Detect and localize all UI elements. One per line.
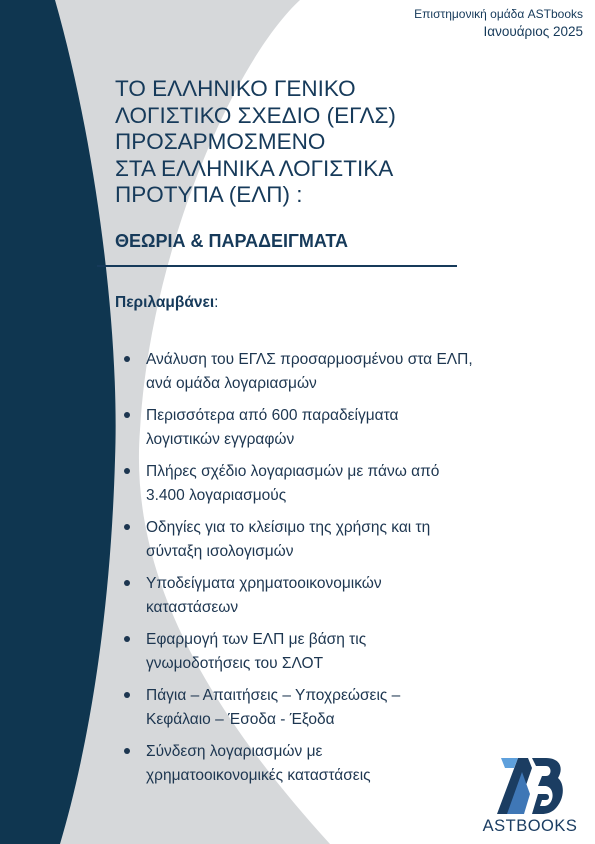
feature-text: σύνταξη ισολογισμών <box>146 543 294 560</box>
feature-item <box>114 404 564 452</box>
bullet-icon <box>124 468 130 474</box>
feature-text: Υποδείγματα χρηματοοικονομικών <box>146 575 382 592</box>
astbooks-logo <box>480 754 580 838</box>
includes-label: Περιλαμβάνει <box>115 294 215 311</box>
bullet-icon <box>124 748 130 754</box>
includes-colon: : <box>214 294 219 311</box>
header-info <box>414 6 583 42</box>
ab-monogram-icon <box>494 754 566 814</box>
feature-item <box>114 460 564 508</box>
feature-text: γνωμοδοτήσεις του ΣΛΟΤ <box>146 655 324 672</box>
title-line: ΛΟΓΙΣΤΙΚΟ ΣΧΕΔΙΟ (ΕΓΛΣ) <box>115 102 396 128</box>
feature-text: λογιστικών εγγραφών <box>146 431 295 448</box>
feature-text: Σύνδεση λογαριασμών με <box>146 743 323 760</box>
bullet-icon <box>124 412 130 418</box>
title-line: ΠΡΟΤΥΠΑ (ΕΛΠ) : <box>115 182 303 207</box>
organization-name: Επιστημονική ομάδα ASTbooks <box>414 7 583 21</box>
feature-list <box>114 348 564 796</box>
feature-text: ανά ομάδα λογαριασμών <box>146 375 317 392</box>
feature-text: Εφαρμογή των ΕΛΠ με βάση τις <box>146 631 367 648</box>
feature-item <box>114 684 564 732</box>
feature-text: 3.400 λογαριασμούς <box>146 487 287 504</box>
feature-text: Ανάλυση του ΕΓΛΣ προσαρμοσμένου στα ΕΛΠ, <box>146 351 473 368</box>
bullet-icon <box>124 636 130 642</box>
feature-text: Πάγια – Απαιτήσεις – Υποχρεώσεις – <box>146 687 401 704</box>
bullet-icon <box>124 356 130 362</box>
feature-item <box>114 348 564 396</box>
feature-item <box>114 628 564 676</box>
feature-item <box>114 516 564 564</box>
feature-text: Οδηγίες για το κλείσιμο της χρήσης και τη <box>146 519 431 536</box>
feature-text: καταστάσεων <box>146 599 239 616</box>
feature-text: Κεφάλαιο – Έσοδα - Έξοδα <box>146 711 335 728</box>
bullet-icon <box>124 692 130 698</box>
includes-heading <box>115 292 218 314</box>
logo-wordmark: ASTBOOKS <box>482 817 578 835</box>
feature-text: Πλήρες σχέδιο λογαριασμών με πάνω από <box>146 463 440 480</box>
feature-text: χρηματοοικονομικές καταστάσεις <box>146 767 371 784</box>
title-line: ΠΡΟΣΑΡΜΟΣΜΕΝΟ <box>115 129 326 154</box>
title-line: ΣΤΑ ΕΛΛΗΝΙΚΑ ΛΟΓΙΣΤΙΚΑ <box>115 155 394 181</box>
title-line: ΤΟ ΕΛΛΗΝΙΚΟ ΓΕΝΙΚΟ <box>115 76 356 101</box>
publication-date: Ιανουάριος 2025 <box>483 24 583 39</box>
bullet-icon <box>124 524 130 530</box>
document-title <box>115 76 485 209</box>
title-divider <box>97 265 457 267</box>
bullet-icon <box>124 580 130 586</box>
document-subtitle: ΘΕΩΡΙΑ & ΠΑΡΑΔΕΙΓΜΑΤΑ <box>115 231 349 251</box>
feature-item <box>114 572 564 620</box>
feature-text: Περισσότερα από 600 παραδείγματα <box>146 407 399 424</box>
